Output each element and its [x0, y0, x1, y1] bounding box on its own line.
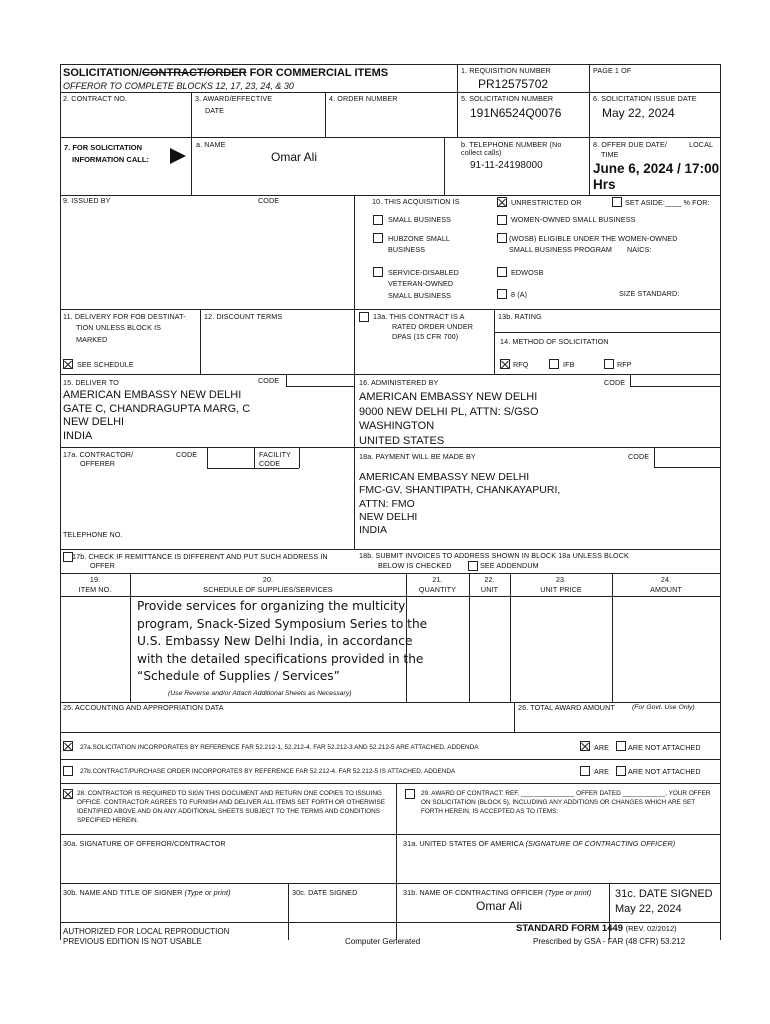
rule — [288, 883, 289, 940]
eight-a-checkbox[interactable] — [497, 289, 507, 299]
addenda-27a-are-checkbox[interactable] — [580, 741, 590, 751]
set-aside-checkbox[interactable] — [612, 197, 622, 207]
contractor-sign-checkbox[interactable] — [63, 789, 73, 799]
address-line: GATE C, CHANDRAGUPTA MARG, C — [63, 402, 251, 415]
contract-27b-checkbox[interactable] — [63, 766, 73, 776]
col-amount-num: 24. — [660, 575, 672, 584]
contractor-code-label: CODE — [176, 450, 198, 459]
edwosb-label: EDWOSB — [511, 268, 544, 277]
payment-label: 18a. PAYMENT WILL BE MADE BY — [359, 452, 476, 461]
hubzone-label-2: BUSINESS — [388, 245, 426, 254]
women-owned-checkbox[interactable] — [497, 215, 507, 225]
deliver-to-code-label: CODE — [258, 376, 280, 385]
address-line: WASHINGTON — [359, 420, 435, 432]
ifb-checkbox[interactable] — [549, 359, 559, 369]
women-owned-label: WOMEN-OWNED SMALL BUSINESS — [511, 215, 636, 224]
deliver-to-label: 15. DELIVER TO — [63, 378, 119, 387]
rule — [60, 834, 720, 835]
invoice-label-2: BELOW IS CHECKED — [378, 561, 452, 570]
prescribed-by: Prescribed by GSA - FAR (48 CFR) 53.212 — [533, 937, 686, 946]
eight-a-label: 8 (A) — [511, 290, 528, 299]
rating-label: 13b. RATING — [498, 312, 542, 321]
acquisition-label: 10. THIS ACQUISITION IS — [372, 197, 460, 206]
address-line: INDIA — [359, 524, 388, 537]
telephone-no-label: TELEPHONE NO. — [63, 530, 123, 539]
total-award-note: (For Govt. Use Only) — [632, 704, 695, 711]
rated-order-checkbox[interactable] — [359, 312, 369, 322]
unrestricted-checkbox[interactable] — [497, 197, 507, 207]
method-label: 14. METHOD OF SOLICITATION — [500, 337, 609, 346]
address-line: AMERICAN EMBASSY NEW DELHI — [359, 391, 538, 403]
addenda-27b-are-label: ARE — [594, 767, 610, 776]
rule — [494, 309, 495, 374]
pointer-arrow-icon — [170, 148, 186, 164]
rule — [60, 783, 720, 784]
clause-28-text: 28. CONTRACTOR IS REQUIRED TO SIGN THIS DOCUMENT AND RETURN ONE COPIES TO ISSUING OFFICE. CONTRACTOR AGREES TO FURNISH AND DELIVER ALL ITEMS SET FORTH OR OTHERWISE IDENTIFIED ABOVE AND ON ANY ADDITIONAL SHEETS SUBJECT TO THE TERMS AND CONDITIONS SPECIFIED HEREIN. — [77, 790, 385, 824]
col-amount: AMOUNT — [650, 585, 682, 594]
issue-date-label: 6. SOLICITATION ISSUE DATE — [593, 94, 697, 103]
solicitation-number: 191N6524Q0076 — [470, 106, 562, 120]
form-title: SOLICITATION/CONTRACT/ORDER FOR COMMERCIAL ITEMS — [63, 67, 389, 79]
address-line: AMERICAN EMBASSY NEW DELHI — [359, 471, 530, 483]
addenda-27b-are-checkbox[interactable] — [580, 766, 590, 776]
col-schedule: SCHEDULE OF SUPPLIES/SERVICES — [203, 585, 333, 594]
rfp-label: RFP — [617, 360, 632, 369]
clause-27a-text: 27a.SOLICITATION INCORPORATES BY REFERENCE FAR 52.212-1, 52.212-4. FAR 52.212-3 AND 52.212-5 ARE ATTACHED. ADDENDA — [80, 744, 479, 751]
rule — [630, 386, 720, 387]
contractor-label: 17a. CONTRACTOR/ — [63, 450, 134, 459]
rule — [354, 195, 355, 549]
total-award-label: 26. TOTAL AWARD AMOUNT — [518, 703, 615, 712]
contact-name: Omar Ali — [271, 150, 318, 164]
wosb-label: (WOSB) ELIGIBLE UNDER THE WOMEN-OWNED — [509, 234, 678, 243]
col-schedule-num: 20. — [262, 575, 274, 584]
solicitation-number-label: 5. SOLICITATION NUMBER — [461, 94, 554, 103]
rule — [654, 447, 655, 467]
facility-code-label-2: CODE — [259, 459, 281, 468]
rule — [200, 309, 201, 374]
rfp-checkbox[interactable] — [604, 359, 614, 369]
hubzone-checkbox[interactable] — [373, 233, 383, 243]
hubzone-label: HUBZONE SMALL — [388, 234, 451, 243]
contracting-officer-name-label: 31b. NAME OF CONTRACTING OFFICER (Type or print) — [403, 888, 592, 897]
administered-by-label: 16. ADMINISTERED BY — [359, 378, 439, 387]
form-subtitle: OFFEROR TO COMPLETE BLOCKS 12, 17, 23, 24, & 30 — [63, 81, 294, 91]
rule — [60, 137, 720, 138]
rule — [630, 374, 631, 386]
col-unit-price: UNIT PRICE — [540, 585, 582, 594]
payment-code-label: CODE — [628, 452, 650, 461]
rule — [60, 195, 720, 196]
col-unit: UNIT — [480, 585, 499, 594]
remittance-label-2: OFFER — [90, 561, 115, 570]
col-quantity-num: 21. — [432, 575, 443, 584]
delivery-label: 11. DELIVERY FOR FOB DESTINAT- — [63, 312, 186, 321]
signer-name-label: 30b. NAME AND TITLE OF SIGNER (Type or print) — [63, 888, 231, 897]
officer-date-signed: May 22, 2024 — [615, 903, 682, 915]
clause-29-text: 29. AWARD OF CONTRACT: REF. _______________ OFFER DATED ____________, YOUR OFFER ON SOLICITATION (BLOCK 5), INCLUDING ANY ADDITIONS OR CHANGES WHICH ARE SET FORTH HEREIN, IS ACCEPTED AS TO ITEMS: — [421, 790, 711, 815]
telephone-label-2: collect calls) — [461, 148, 502, 157]
rated-order-label-2: RATED ORDER UNDER — [392, 322, 474, 331]
rule — [207, 447, 208, 468]
see-addendum-checkbox[interactable] — [468, 561, 478, 571]
rule — [60, 549, 720, 550]
rule — [254, 447, 255, 468]
schedule-description — [137, 598, 427, 686]
remittance-label: 17b. CHECK IF REMITTANCE IS DIFFERENT AND PUT SUCH ADDRESS IN — [72, 552, 328, 561]
award-29-checkbox[interactable] — [405, 789, 415, 799]
unrestricted-label: UNRESTRICTED OR — [511, 198, 582, 207]
administered-address — [359, 390, 539, 448]
contractor-label-2: OFFERER — [80, 459, 116, 468]
solicitation-info-label: 7. FOR SOLICITATION — [64, 143, 143, 152]
rule — [60, 92, 720, 93]
solicitation-info-label-2: INFORMATION CALL: — [72, 155, 149, 164]
rated-order-label-3: DPAS (15 CFR 700) — [392, 332, 459, 341]
award-date-label: 3. AWARD/EFFECTIVE — [195, 94, 273, 103]
address-line: UNITED STATES — [359, 434, 445, 447]
small-business-checkbox[interactable] — [373, 215, 383, 225]
delivery-label-2: TION UNLESS BLOCK IS — [76, 323, 162, 332]
issue-date: May 22, 2024 — [602, 106, 675, 120]
rfq-checkbox[interactable] — [500, 359, 510, 369]
rule — [60, 573, 720, 574]
address-line: NEW DELHI — [359, 510, 418, 523]
due-date-time-label: TIME — [601, 150, 619, 159]
rule — [207, 468, 299, 469]
service-disabled-label: SERVICE-DISABLED — [388, 268, 459, 277]
offer-due-time: Hrs — [593, 177, 616, 192]
name-label: a. NAME — [196, 140, 226, 149]
description-line: “Schedule of Supplies / Services” — [137, 669, 340, 684]
rule — [286, 386, 354, 387]
col-quantity: QUANTITY — [418, 585, 457, 594]
offeror-date-signed-label: 30c. DATE SIGNED — [292, 888, 358, 897]
col-item-no: ITEM NO. — [78, 585, 112, 594]
size-standard-label: SIZE STANDARD: — [619, 289, 680, 298]
small-business-label: SMALL BUSINESS — [388, 215, 452, 224]
address-line: FMC-GV, SHANTIPATH, CHANKAYAPURI, — [359, 484, 561, 497]
order-number-label: 4. ORDER NUMBER — [329, 94, 398, 103]
rule — [494, 332, 720, 333]
contract-no-label: 2. CONTRACT NO. — [63, 94, 128, 103]
ifb-label: IFB — [563, 360, 575, 369]
computer-generated: Computer Generated — [345, 937, 421, 946]
col-unit-num: 22. — [484, 575, 495, 584]
telephone-number: 91-11-24198000 — [470, 160, 543, 171]
addenda-27b-are-not-label: ARE NOT ATTACHED — [628, 767, 701, 776]
accounting-label: 25. ACCOUNTING AND APPROPRIATION DATA — [63, 703, 224, 712]
page-label: PAGE 1 OF — [593, 66, 632, 75]
address-line: AMERICAN EMBASSY NEW DELHI — [63, 389, 242, 401]
address-line: NEW DELHI — [63, 416, 125, 428]
rated-order-label: 13a. THIS CONTRACT IS A — [373, 312, 465, 321]
address-line: INDIA — [63, 429, 93, 442]
form-number: STANDARD FORM 1449 (REV. 02/2012) — [516, 923, 677, 934]
addenda-27a-are-not-checkbox[interactable] — [616, 741, 626, 751]
rule — [299, 447, 300, 468]
addenda-27b-are-not-checkbox[interactable] — [616, 766, 626, 776]
clause-27b-text: 27b.CONTRACT/PURCHASE ORDER INCORPORATES BY REFERENCE FAR 52.212-4. FAR 52.212-5 IS ATTACHED. ADDENDA — [80, 768, 456, 775]
offer-due-date: June 6, 2024 / 17:00 — [593, 161, 720, 176]
addenda-27a-are-label: ARE — [594, 743, 610, 752]
rule — [514, 702, 515, 732]
solicitation-27a-checkbox[interactable] — [63, 741, 73, 751]
see-schedule-checkbox[interactable] — [63, 359, 73, 369]
description-line: Provide services for organizing the multicity — [137, 599, 406, 613]
due-date-label: 8. OFFER DUE DATE/ — [593, 140, 667, 149]
rule — [60, 732, 720, 733]
wosb-label-2: SMALL BUSINESS PROGRAM — [509, 245, 612, 254]
rule — [60, 759, 720, 760]
payment-address — [359, 471, 560, 537]
delivery-label-3: MARKED — [76, 335, 108, 344]
description-line: program, Snack-Sized Symposium Series to the — [137, 616, 428, 631]
facility-code-label: FACILITY — [259, 450, 291, 459]
addenda-27a-are-not-label: ARE NOT ATTACHED — [628, 743, 701, 752]
rule — [444, 137, 445, 195]
address-line: 9000 NEW DELHI PL, ATTN: S/GSO — [359, 405, 539, 418]
edwosb-checkbox[interactable] — [497, 267, 507, 277]
description-line: U.S. Embassy New Delhi India, in accordance — [137, 634, 413, 649]
col-item-no-num: 19. — [89, 575, 101, 584]
rule — [60, 374, 720, 375]
officer-signature-label: 31a. UNITED STATES OF AMERICA (SIGNATURE OF CONTRACTING OFFICER) — [403, 839, 676, 848]
rule — [191, 92, 192, 137]
service-disabled-label-3: SMALL BUSINESS — [388, 291, 452, 300]
administered-code-label: CODE — [604, 378, 626, 387]
rule — [60, 883, 720, 884]
authorized-reproduction: AUTHORIZED FOR LOCAL REPRODUCTION — [63, 927, 230, 936]
rule — [286, 374, 287, 386]
previous-edition: PREVIOUS EDITION IS NOT USABLE — [63, 937, 202, 946]
rule — [589, 64, 590, 195]
wosb-checkbox[interactable] — [497, 233, 507, 243]
offeror-signature-label: 30a. SIGNATURE OF OFFEROR/CONTRACTOR — [63, 839, 226, 848]
col-unit-price-num: 23. — [555, 575, 567, 584]
rule — [60, 596, 720, 597]
rule — [457, 64, 458, 137]
form-top-border — [60, 64, 720, 65]
due-date-local-label: LOCAL — [689, 140, 714, 149]
service-disabled-label-2: VETERAN-OWNED — [388, 279, 454, 288]
award-date-label-2: DATE — [205, 106, 225, 115]
contracting-officer-name: Omar Ali — [476, 899, 523, 913]
form-right-border — [720, 64, 721, 940]
rfq-label: RFQ — [513, 360, 529, 369]
see-addendum-label: SEE ADDENDUM — [480, 561, 539, 570]
invoice-label: 18b. SUBMIT INVOICES TO ADDRESS SHOWN IN BLOCK 18a UNLESS BLOCK — [359, 551, 629, 560]
reverse-note: (Use Reverse and/or Attach Additional Sheets as Necessary) — [168, 690, 352, 697]
see-schedule-label: SEE SCHEDULE — [77, 360, 134, 369]
discount-terms-label: 12. DISCOUNT TERMS — [204, 312, 283, 321]
set-aside-label: SET ASIDE:____ % FOR: — [625, 198, 710, 207]
service-disabled-checkbox[interactable] — [373, 267, 383, 277]
rule — [191, 137, 192, 195]
rule — [60, 309, 720, 310]
description-line: with the detailed specifications provided in the — [137, 651, 424, 666]
rule — [654, 467, 720, 468]
officer-date-signed-label: 31c. DATE SIGNED — [615, 888, 713, 900]
issued-by-label: 9. ISSUED BY — [63, 196, 111, 205]
deliver-to-address — [63, 389, 250, 443]
rule — [396, 783, 397, 940]
rule — [325, 92, 326, 137]
telephone-label: b. TELEPHONE NUMBER (No — [461, 140, 562, 149]
address-line: ATTN: FMO — [359, 497, 415, 510]
naics-label: NAICS: — [627, 245, 652, 254]
issued-by-code-label: CODE — [258, 196, 280, 205]
requisition-label: 1. REQUISITION NUMBER — [461, 66, 551, 75]
requisition-number: PR12575702 — [478, 77, 549, 91]
